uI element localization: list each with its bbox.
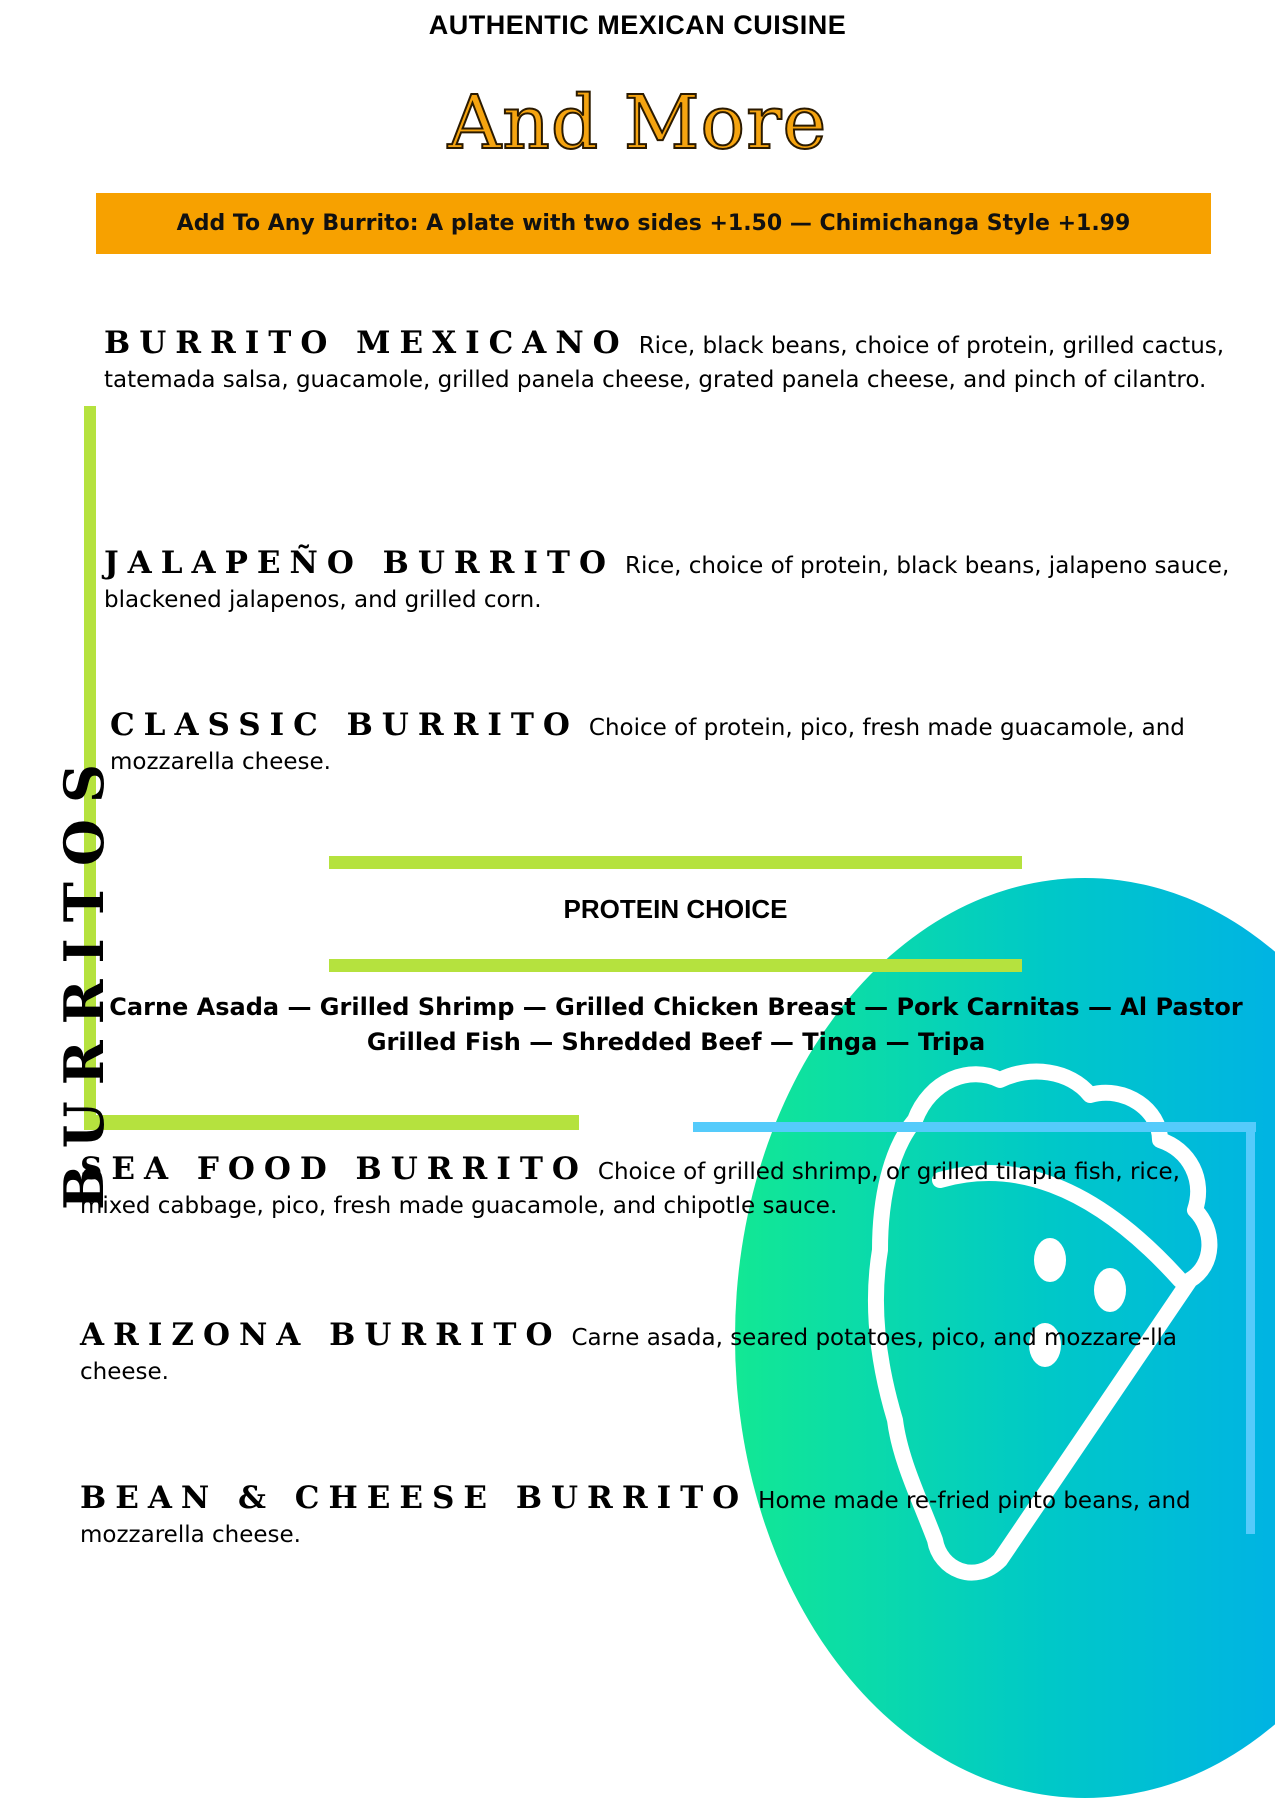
menu-item-description: Choice of protein, pico, fresh made guacamole, and mozzarella cheese. [110,715,1185,775]
menu-item-description: Carne asada, seared potatoes, pico, and mozzare-lla cheese. [80,1325,1177,1385]
menu-item-description: Home made re-fried pinto beans, and mozzarella cheese. [80,1488,1191,1548]
protein-bottom-divider [329,959,1022,972]
protein-line-1: Carne Asada — Grilled Shrimp — Grilled Chicken Breast — Pork Carnitas — Al Pastor [109,993,1243,1021]
menu-item-name: BURRITO MEXICANO [104,325,629,361]
green-bottom-bar [84,1115,579,1130]
menu-item-name: CLASSIC BURRITO [110,707,579,743]
menu-item [80,1318,1220,1389]
page-title: And More [447,80,828,166]
menu-item-name: SEA FOOD BURRITO [80,1151,588,1187]
menu-item-name: BEAN & CHEESE BURRITO [80,1480,749,1516]
menu-item [104,326,1234,397]
add-on-banner [96,193,1211,254]
menu-item [80,1481,1220,1552]
section-title-burritos: BURRITOS [52,748,116,1210]
menu-item-description: Rice, black beans, choice of protein, grilled cactus, tatemada salsa, guacamole, grilled panela cheese, grated panela cheese, and pinch of cilantro. [104,333,1225,393]
add-on-banner-text: Add To Any Burrito: A plate with two sides +1.50 — Chimichanga Style +1.99 [176,211,1131,236]
menu-item [104,546,1234,617]
menu-item-name: JALAPEÑO BURRITO [104,545,615,581]
menu-item [110,708,1240,779]
menu-item-name: ARIZONA BURRITO [80,1317,562,1353]
menu-item-description: Rice, choice of protein, black beans, jalapeno sauce, blackened jalapenos, and grilled corn. [104,553,1230,613]
blue-bracket-horizontal [693,1122,1256,1132]
protein-top-divider [329,856,1022,869]
protein-choice-list [96,990,1256,1060]
menu-item [80,1152,1240,1223]
cuisine-subtitle: AUTHENTIC MEXICAN CUISINE [428,10,847,40]
blue-bracket-vertical [1246,1122,1255,1534]
menu-item-description: Choice of grilled shrimp, or grilled tilapia fish, rice, mixed cabbage, pico, fresh made guacamole, and chipotle sauce. [80,1159,1180,1219]
protein-line-2: Grilled Fish — Shredded Beef — Tinga — Tripa [366,1028,986,1056]
protein-choice-heading: PROTEIN CHOICE [563,894,788,924]
